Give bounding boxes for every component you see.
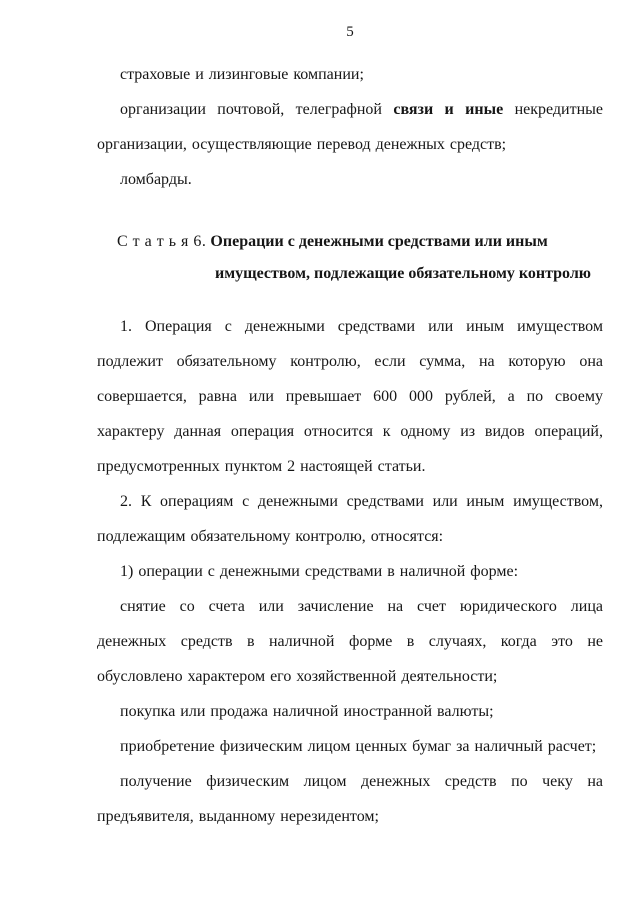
article-6-heading [97,226,603,290]
article-title-line1: Операции с денежными средствами или иным [210,233,548,250]
list-item-bold-phrase: связи и иные [393,101,504,118]
article-title-line2: имуществом, подлежащие обязательному контролю [215,265,592,282]
page-number: 5 [346,24,354,40]
list-item-text: ломбарды. [120,171,192,188]
paragraph-2: 2. К операциям с денежными средствами или иным имуществом, подлежащим обязательному контролю, относятся: [97,493,603,545]
list-item-text: страховые и лизинговые компании; [120,66,364,83]
text-column [0,22,640,834]
list-item-text-post: некредитные организации, осуществляющие перевод денежных средств; [97,101,603,153]
paragraph-2-subitem-1: 1) операции с денежными средствами в наличной форме: [120,563,519,580]
article-label: С т а т ь я 6. [117,233,207,250]
paragraph-securities-purchase: приобретение физическим лицом ценных бумаг за наличный расчет; [120,738,597,755]
list-item-postal-organizations [97,92,603,162]
paragraph-cash-withdrawal: снятие со счета или зачисление на счет юридического лица денежных средств в наличной форме в случаях, когда это не обусловлено характером его хозяйственной деятельности; [97,598,603,685]
paragraph-bearer-cheque: получение физическим лицом денежных средств по чеку на предъявителя, выданному нерезидентом; [97,773,603,825]
list-item-pawnshops [97,162,603,197]
paragraph-1: 1. Операция с денежными средствами или иным имуществом подлежит обязательному контролю, если сумма, на которую она совершается, равна или превышает 600 000 рублей, а по своему характеру данная операция относится к одному из видов операций, предусмотренных пунктом 2 настоящей статьи. [97,318,603,475]
list-item-insurance-leasing [97,57,603,92]
list-item-text-pre: организации почтовой, телеграфной [120,101,394,118]
paragraph-currency-exchange: покупка или продажа наличной иностранной валюты; [120,703,494,720]
